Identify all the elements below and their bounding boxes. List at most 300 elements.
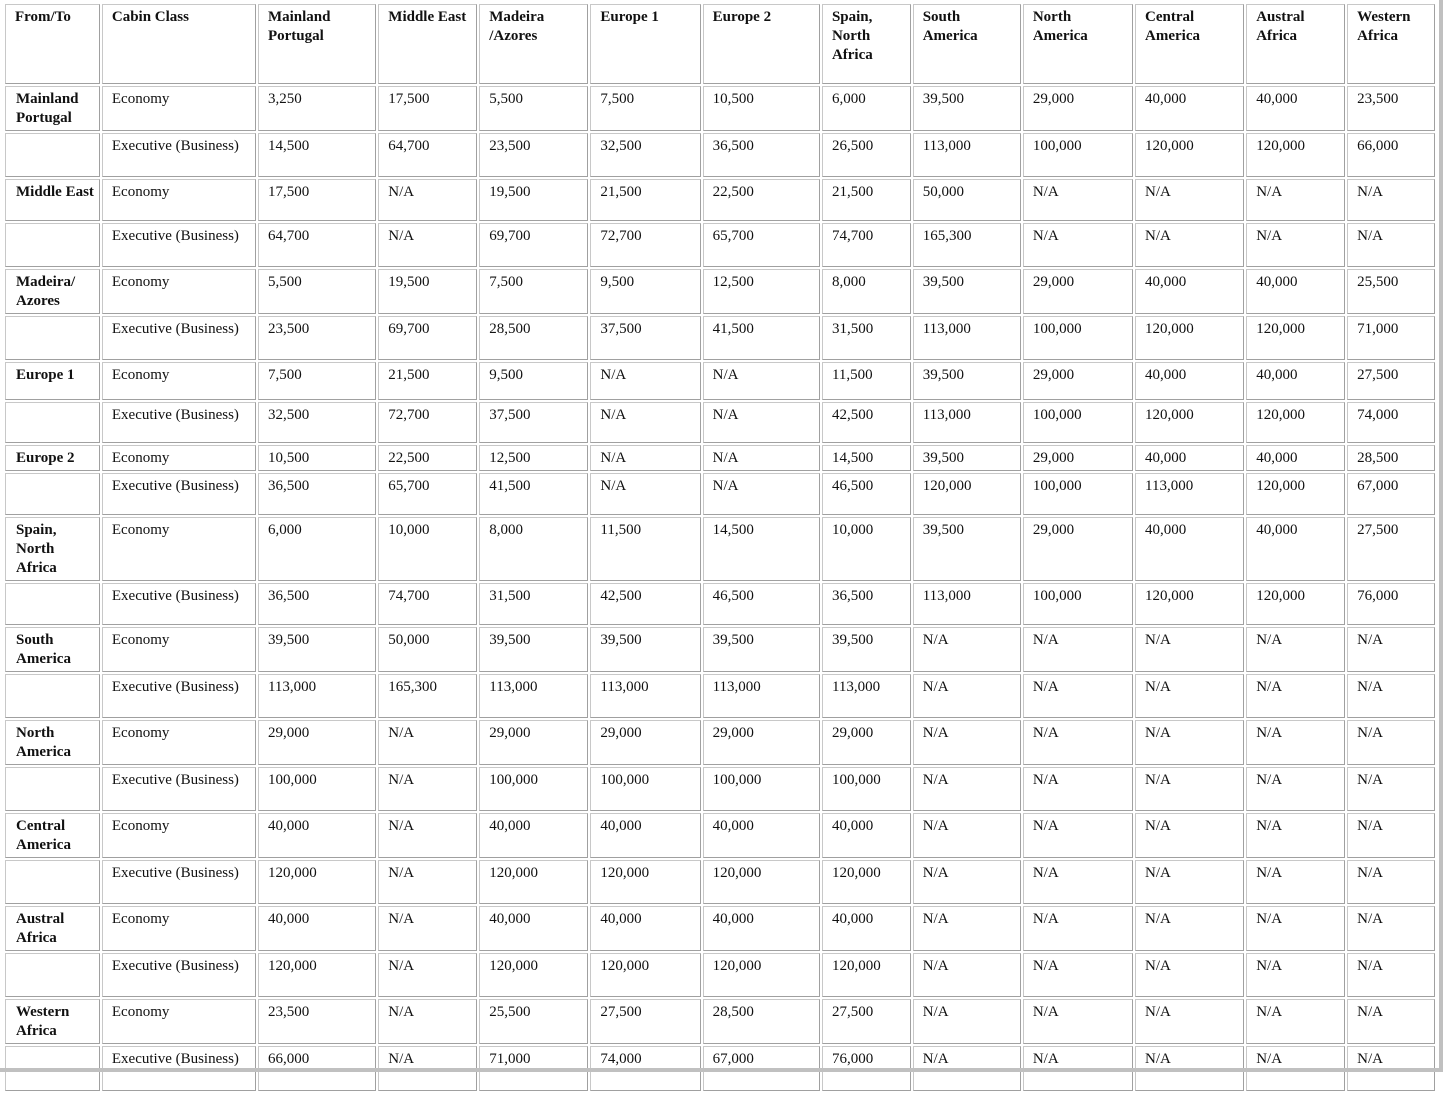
miles-cell-western-africa: N/A	[1347, 1046, 1435, 1091]
table-row	[5, 517, 1435, 581]
miles-cell-spain-north-africa: 76,000	[822, 1046, 911, 1091]
miles-cell-madeira-azores: 19,500	[479, 179, 588, 221]
miles-cell-middle-east: 17,500	[378, 86, 477, 131]
miles-cell-mainland-portugal: 23,500	[258, 316, 376, 360]
miles-cell-austral-africa: N/A	[1246, 674, 1345, 718]
miles-cell-south-america: 39,500	[913, 362, 1021, 400]
origin-region-cell	[5, 953, 100, 997]
miles-cell-madeira-azores: 120,000	[479, 860, 588, 904]
origin-region-cell: Central America	[5, 813, 100, 858]
miles-cell-spain-north-africa: 14,500	[822, 445, 911, 471]
miles-cell-middle-east: N/A	[378, 179, 477, 221]
miles-cell-middle-east: N/A	[378, 1046, 477, 1091]
miles-cell-europe-2: 14,500	[703, 517, 820, 581]
table-row	[5, 720, 1435, 765]
miles-cell-north-america: N/A	[1023, 627, 1133, 672]
award-chart-table	[3, 2, 1437, 1093]
origin-region-cell	[5, 133, 100, 177]
miles-cell-mainland-portugal: 3,250	[258, 86, 376, 131]
miles-cell-europe-2: 113,000	[703, 674, 820, 718]
miles-cell-europe-2: 41,500	[703, 316, 820, 360]
miles-cell-central-america: N/A	[1135, 1046, 1244, 1091]
column-header-mainland-portugal: Mainland Portugal	[258, 4, 376, 84]
table-body	[5, 86, 1435, 1091]
miles-cell-spain-north-africa: 11,500	[822, 362, 911, 400]
miles-cell-europe-1: N/A	[590, 473, 700, 515]
miles-cell-western-africa: 28,500	[1347, 445, 1435, 471]
miles-cell-central-america: N/A	[1135, 223, 1244, 267]
cabin-class-cell: Economy	[102, 179, 256, 221]
miles-cell-central-america: 40,000	[1135, 362, 1244, 400]
miles-cell-europe-2: 12,500	[703, 269, 820, 314]
miles-cell-south-america: N/A	[913, 813, 1021, 858]
column-header-central-america: Central America	[1135, 4, 1244, 84]
origin-region-cell: South America	[5, 627, 100, 672]
miles-cell-europe-1: 40,000	[590, 906, 700, 951]
miles-cell-madeira-azores: 71,000	[479, 1046, 588, 1091]
miles-cell-north-america: N/A	[1023, 179, 1133, 221]
origin-region-cell	[5, 402, 100, 443]
table-row	[5, 133, 1435, 177]
origin-region-cell: Spain, North Africa	[5, 517, 100, 581]
miles-cell-mainland-portugal: 113,000	[258, 674, 376, 718]
miles-cell-north-america: N/A	[1023, 767, 1133, 811]
miles-cell-western-africa: 27,500	[1347, 362, 1435, 400]
miles-cell-europe-1: 39,500	[590, 627, 700, 672]
miles-cell-south-america: N/A	[913, 627, 1021, 672]
origin-region-cell	[5, 223, 100, 267]
miles-cell-mainland-portugal: 36,500	[258, 583, 376, 625]
origin-region-cell: Europe 2	[5, 445, 100, 471]
column-header-spain-north-africa: Spain, North Africa	[822, 4, 911, 84]
table-row	[5, 906, 1435, 951]
miles-cell-europe-2: 120,000	[703, 860, 820, 904]
miles-cell-spain-north-africa: 113,000	[822, 674, 911, 718]
cabin-class-cell: Executive (Business)	[102, 402, 256, 443]
miles-cell-europe-1: 7,500	[590, 86, 700, 131]
miles-cell-spain-north-africa: 42,500	[822, 402, 911, 443]
miles-cell-europe-2: 40,000	[703, 906, 820, 951]
miles-cell-mainland-portugal: 5,500	[258, 269, 376, 314]
miles-cell-central-america: 40,000	[1135, 517, 1244, 581]
miles-cell-austral-africa: 40,000	[1246, 517, 1345, 581]
miles-cell-central-america: 120,000	[1135, 583, 1244, 625]
cabin-class-cell: Executive (Business)	[102, 674, 256, 718]
miles-cell-spain-north-africa: 74,700	[822, 223, 911, 267]
cabin-class-cell: Economy	[102, 906, 256, 951]
table-row	[5, 583, 1435, 625]
miles-cell-middle-east: 21,500	[378, 362, 477, 400]
origin-region-cell	[5, 316, 100, 360]
miles-cell-south-america: 39,500	[913, 86, 1021, 131]
miles-cell-europe-1: 11,500	[590, 517, 700, 581]
miles-cell-mainland-portugal: 40,000	[258, 906, 376, 951]
column-header-austral-africa: Austral Africa	[1246, 4, 1345, 84]
cabin-class-cell: Economy	[102, 627, 256, 672]
column-header-western-africa: Western Africa	[1347, 4, 1435, 84]
miles-cell-madeira-azores: 40,000	[479, 813, 588, 858]
page-border-right	[1439, 0, 1443, 1072]
miles-cell-mainland-portugal: 23,500	[258, 999, 376, 1044]
miles-cell-middle-east: 72,700	[378, 402, 477, 443]
miles-cell-north-america: 29,000	[1023, 269, 1133, 314]
miles-cell-western-africa: 76,000	[1347, 583, 1435, 625]
miles-cell-europe-1: N/A	[590, 402, 700, 443]
origin-region-cell: Middle East	[5, 179, 100, 221]
miles-cell-western-africa: N/A	[1347, 223, 1435, 267]
table-row	[5, 362, 1435, 400]
miles-cell-europe-2: 29,000	[703, 720, 820, 765]
miles-cell-madeira-azores: 7,500	[479, 269, 588, 314]
miles-cell-mainland-portugal: 120,000	[258, 860, 376, 904]
column-header-madeira-azores: Madeira /Azores	[479, 4, 588, 84]
miles-cell-north-america: N/A	[1023, 999, 1133, 1044]
miles-cell-mainland-portugal: 64,700	[258, 223, 376, 267]
miles-cell-austral-africa: 120,000	[1246, 473, 1345, 515]
miles-cell-spain-north-africa: 40,000	[822, 813, 911, 858]
miles-cell-south-america: N/A	[913, 999, 1021, 1044]
miles-cell-madeira-azores: 23,500	[479, 133, 588, 177]
miles-cell-mainland-portugal: 14,500	[258, 133, 376, 177]
miles-cell-mainland-portugal: 40,000	[258, 813, 376, 858]
miles-cell-spain-north-africa: 40,000	[822, 906, 911, 951]
miles-cell-central-america: N/A	[1135, 906, 1244, 951]
miles-cell-madeira-azores: 40,000	[479, 906, 588, 951]
miles-cell-western-africa: 23,500	[1347, 86, 1435, 131]
miles-cell-spain-north-africa: 36,500	[822, 583, 911, 625]
miles-cell-western-africa: N/A	[1347, 813, 1435, 858]
miles-cell-europe-1: 113,000	[590, 674, 700, 718]
table-header	[5, 4, 1435, 84]
miles-cell-spain-north-africa: 100,000	[822, 767, 911, 811]
miles-cell-spain-north-africa: 120,000	[822, 953, 911, 997]
miles-cell-middle-east: 64,700	[378, 133, 477, 177]
miles-cell-madeira-azores: 41,500	[479, 473, 588, 515]
miles-cell-europe-2: 10,500	[703, 86, 820, 131]
miles-cell-north-america: 29,000	[1023, 445, 1133, 471]
miles-cell-south-america: 50,000	[913, 179, 1021, 221]
miles-cell-central-america: N/A	[1135, 860, 1244, 904]
miles-cell-central-america: N/A	[1135, 674, 1244, 718]
miles-cell-madeira-azores: 28,500	[479, 316, 588, 360]
miles-cell-austral-africa: 40,000	[1246, 362, 1345, 400]
miles-cell-madeira-azores: 100,000	[479, 767, 588, 811]
miles-cell-western-africa: 25,500	[1347, 269, 1435, 314]
miles-cell-austral-africa: N/A	[1246, 720, 1345, 765]
miles-cell-western-africa: 66,000	[1347, 133, 1435, 177]
cabin-class-cell: Economy	[102, 720, 256, 765]
cabin-class-cell: Executive (Business)	[102, 860, 256, 904]
miles-cell-spain-north-africa: 6,000	[822, 86, 911, 131]
miles-cell-austral-africa: N/A	[1246, 627, 1345, 672]
miles-cell-madeira-azores: 37,500	[479, 402, 588, 443]
miles-cell-mainland-portugal: 100,000	[258, 767, 376, 811]
miles-cell-europe-2: 39,500	[703, 627, 820, 672]
origin-region-cell	[5, 767, 100, 811]
miles-cell-south-america: N/A	[913, 674, 1021, 718]
miles-cell-central-america: 120,000	[1135, 402, 1244, 443]
miles-cell-south-america: N/A	[913, 953, 1021, 997]
cabin-class-cell: Executive (Business)	[102, 953, 256, 997]
miles-cell-north-america: N/A	[1023, 223, 1133, 267]
miles-cell-spain-north-africa: 27,500	[822, 999, 911, 1044]
origin-region-cell: Europe 1	[5, 362, 100, 400]
miles-cell-western-africa: 27,500	[1347, 517, 1435, 581]
table-row	[5, 813, 1435, 858]
table-row	[5, 223, 1435, 267]
origin-region-cell	[5, 860, 100, 904]
cabin-class-cell: Economy	[102, 517, 256, 581]
miles-cell-south-america: N/A	[913, 1046, 1021, 1091]
miles-cell-austral-africa: 40,000	[1246, 86, 1345, 131]
miles-cell-spain-north-africa: 31,500	[822, 316, 911, 360]
miles-cell-europe-2: 100,000	[703, 767, 820, 811]
miles-cell-madeira-azores: 25,500	[479, 999, 588, 1044]
miles-cell-western-africa: N/A	[1347, 720, 1435, 765]
miles-cell-madeira-azores: 12,500	[479, 445, 588, 471]
miles-cell-spain-north-africa: 120,000	[822, 860, 911, 904]
origin-region-cell: Western Africa	[5, 999, 100, 1044]
origin-region-cell: Austral Africa	[5, 906, 100, 951]
miles-cell-mainland-portugal: 29,000	[258, 720, 376, 765]
miles-cell-europe-1: 100,000	[590, 767, 700, 811]
page-border-bottom	[0, 1068, 1443, 1072]
miles-cell-western-africa: N/A	[1347, 627, 1435, 672]
origin-region-cell	[5, 583, 100, 625]
miles-cell-middle-east: N/A	[378, 860, 477, 904]
miles-cell-north-america: 100,000	[1023, 473, 1133, 515]
miles-cell-austral-africa: N/A	[1246, 860, 1345, 904]
table-row	[5, 953, 1435, 997]
miles-cell-western-africa: 74,000	[1347, 402, 1435, 443]
miles-cell-europe-2: 40,000	[703, 813, 820, 858]
miles-cell-central-america: N/A	[1135, 179, 1244, 221]
miles-cell-north-america: N/A	[1023, 953, 1133, 997]
miles-cell-western-africa: N/A	[1347, 953, 1435, 997]
origin-region-cell: North America	[5, 720, 100, 765]
miles-cell-north-america: N/A	[1023, 860, 1133, 904]
origin-region-cell: Madeira/ Azores	[5, 269, 100, 314]
miles-cell-south-america: N/A	[913, 767, 1021, 811]
miles-cell-austral-africa: N/A	[1246, 1046, 1345, 1091]
miles-cell-austral-africa: 120,000	[1246, 133, 1345, 177]
miles-cell-mainland-portugal: 17,500	[258, 179, 376, 221]
miles-cell-austral-africa: 120,000	[1246, 583, 1345, 625]
miles-cell-europe-1: 32,500	[590, 133, 700, 177]
miles-cell-mainland-portugal: 120,000	[258, 953, 376, 997]
miles-cell-austral-africa: 120,000	[1246, 316, 1345, 360]
miles-cell-south-america: 120,000	[913, 473, 1021, 515]
miles-cell-europe-2: N/A	[703, 402, 820, 443]
miles-cell-middle-east: N/A	[378, 999, 477, 1044]
miles-cell-middle-east: N/A	[378, 953, 477, 997]
miles-cell-south-america: 39,500	[913, 269, 1021, 314]
table-row	[5, 767, 1435, 811]
miles-cell-north-america: N/A	[1023, 813, 1133, 858]
table-row	[5, 179, 1435, 221]
column-header-north-america: North America	[1023, 4, 1133, 84]
miles-cell-north-america: 100,000	[1023, 583, 1133, 625]
miles-cell-europe-1: N/A	[590, 362, 700, 400]
miles-cell-europe-1: 120,000	[590, 953, 700, 997]
cabin-class-cell: Economy	[102, 86, 256, 131]
miles-cell-europe-2: 28,500	[703, 999, 820, 1044]
miles-cell-europe-2: 22,500	[703, 179, 820, 221]
miles-cell-madeira-azores: 113,000	[479, 674, 588, 718]
cabin-class-cell: Executive (Business)	[102, 583, 256, 625]
miles-cell-western-africa: N/A	[1347, 860, 1435, 904]
miles-cell-middle-east: 165,300	[378, 674, 477, 718]
miles-cell-central-america: 40,000	[1135, 86, 1244, 131]
table-row	[5, 860, 1435, 904]
origin-region-cell	[5, 473, 100, 515]
miles-cell-central-america: 40,000	[1135, 269, 1244, 314]
table-row	[5, 627, 1435, 672]
miles-cell-central-america: N/A	[1135, 999, 1244, 1044]
miles-cell-north-america: 29,000	[1023, 517, 1133, 581]
table-row	[5, 402, 1435, 443]
miles-cell-madeira-azores: 39,500	[479, 627, 588, 672]
miles-cell-western-africa: N/A	[1347, 999, 1435, 1044]
cabin-class-cell: Economy	[102, 445, 256, 471]
miles-cell-western-africa: N/A	[1347, 906, 1435, 951]
column-header-europe-1: Europe 1	[590, 4, 700, 84]
miles-cell-austral-africa: N/A	[1246, 813, 1345, 858]
miles-cell-middle-east: 10,000	[378, 517, 477, 581]
miles-cell-middle-east: 22,500	[378, 445, 477, 471]
miles-cell-mainland-portugal: 10,500	[258, 445, 376, 471]
miles-cell-madeira-azores: 69,700	[479, 223, 588, 267]
column-header-europe-2: Europe 2	[703, 4, 820, 84]
miles-cell-central-america: 120,000	[1135, 316, 1244, 360]
miles-cell-south-america: N/A	[913, 906, 1021, 951]
miles-cell-south-america: 39,500	[913, 517, 1021, 581]
miles-cell-madeira-azores: 120,000	[479, 953, 588, 997]
miles-cell-north-america: N/A	[1023, 906, 1133, 951]
miles-cell-europe-1: 74,000	[590, 1046, 700, 1091]
table-row	[5, 86, 1435, 131]
cabin-class-cell: Executive (Business)	[102, 767, 256, 811]
cabin-class-cell: Executive (Business)	[102, 223, 256, 267]
miles-cell-north-america: 100,000	[1023, 402, 1133, 443]
miles-cell-south-america: 113,000	[913, 583, 1021, 625]
miles-cell-central-america: N/A	[1135, 627, 1244, 672]
miles-cell-austral-africa: N/A	[1246, 999, 1345, 1044]
miles-cell-europe-2: 65,700	[703, 223, 820, 267]
miles-cell-spain-north-africa: 26,500	[822, 133, 911, 177]
miles-cell-south-america: 113,000	[913, 316, 1021, 360]
miles-cell-spain-north-africa: 39,500	[822, 627, 911, 672]
miles-cell-europe-2: N/A	[703, 362, 820, 400]
miles-cell-europe-1: 72,700	[590, 223, 700, 267]
miles-cell-europe-1: 21,500	[590, 179, 700, 221]
miles-cell-north-america: 29,000	[1023, 362, 1133, 400]
miles-cell-central-america: N/A	[1135, 767, 1244, 811]
miles-cell-south-america: 113,000	[913, 133, 1021, 177]
miles-cell-austral-africa: N/A	[1246, 906, 1345, 951]
column-header-middle-east: Middle East	[378, 4, 477, 84]
miles-cell-central-america: 40,000	[1135, 445, 1244, 471]
table-row	[5, 674, 1435, 718]
miles-cell-madeira-azores: 5,500	[479, 86, 588, 131]
cabin-class-cell: Economy	[102, 269, 256, 314]
miles-cell-north-america: 100,000	[1023, 133, 1133, 177]
cabin-class-cell: Executive (Business)	[102, 1046, 256, 1091]
table-row	[5, 473, 1435, 515]
miles-cell-europe-2: 120,000	[703, 953, 820, 997]
miles-cell-middle-east: 50,000	[378, 627, 477, 672]
column-header-cabin-class: Cabin Class	[102, 4, 256, 84]
miles-cell-spain-north-africa: 29,000	[822, 720, 911, 765]
cabin-class-cell: Economy	[102, 813, 256, 858]
miles-cell-spain-north-africa: 21,500	[822, 179, 911, 221]
miles-cell-north-america: 29,000	[1023, 86, 1133, 131]
miles-cell-middle-east: N/A	[378, 813, 477, 858]
miles-cell-middle-east: N/A	[378, 223, 477, 267]
table-row	[5, 269, 1435, 314]
miles-cell-north-america: N/A	[1023, 720, 1133, 765]
miles-cell-middle-east: N/A	[378, 720, 477, 765]
cabin-class-cell: Executive (Business)	[102, 473, 256, 515]
miles-cell-mainland-portugal: 6,000	[258, 517, 376, 581]
miles-cell-austral-africa: N/A	[1246, 953, 1345, 997]
miles-cell-middle-east: N/A	[378, 906, 477, 951]
miles-cell-mainland-portugal: 7,500	[258, 362, 376, 400]
miles-cell-western-africa: 67,000	[1347, 473, 1435, 515]
miles-cell-north-america: N/A	[1023, 1046, 1133, 1091]
miles-cell-central-america: 120,000	[1135, 133, 1244, 177]
miles-cell-south-america: 165,300	[913, 223, 1021, 267]
miles-cell-mainland-portugal: 36,500	[258, 473, 376, 515]
miles-cell-central-america: N/A	[1135, 720, 1244, 765]
miles-cell-europe-2: 36,500	[703, 133, 820, 177]
miles-cell-spain-north-africa: 10,000	[822, 517, 911, 581]
miles-cell-north-america: N/A	[1023, 674, 1133, 718]
miles-cell-mainland-portugal: 39,500	[258, 627, 376, 672]
miles-cell-south-america: N/A	[913, 720, 1021, 765]
miles-cell-europe-1: 42,500	[590, 583, 700, 625]
origin-region-cell: Mainland Portugal	[5, 86, 100, 131]
miles-cell-europe-1: 9,500	[590, 269, 700, 314]
miles-cell-middle-east: 19,500	[378, 269, 477, 314]
miles-cell-austral-africa: 40,000	[1246, 269, 1345, 314]
miles-cell-spain-north-africa: 8,000	[822, 269, 911, 314]
miles-cell-middle-east: 69,700	[378, 316, 477, 360]
miles-cell-europe-2: N/A	[703, 445, 820, 471]
miles-cell-spain-north-africa: 46,500	[822, 473, 911, 515]
miles-cell-europe-1: 120,000	[590, 860, 700, 904]
miles-cell-europe-1: N/A	[590, 445, 700, 471]
table-row	[5, 316, 1435, 360]
miles-cell-central-america: 113,000	[1135, 473, 1244, 515]
miles-cell-middle-east: 65,700	[378, 473, 477, 515]
column-header-from-to: From/To	[5, 4, 100, 84]
table-row	[5, 445, 1435, 471]
miles-cell-europe-2: 46,500	[703, 583, 820, 625]
miles-cell-north-america: 100,000	[1023, 316, 1133, 360]
column-header-south-america: South America	[913, 4, 1021, 84]
origin-region-cell	[5, 674, 100, 718]
miles-cell-south-america: N/A	[913, 860, 1021, 904]
miles-cell-western-africa: N/A	[1347, 674, 1435, 718]
miles-cell-western-africa: N/A	[1347, 767, 1435, 811]
miles-cell-europe-2: 67,000	[703, 1046, 820, 1091]
miles-cell-western-africa: 71,000	[1347, 316, 1435, 360]
miles-cell-south-america: 113,000	[913, 402, 1021, 443]
miles-cell-austral-africa: 40,000	[1246, 445, 1345, 471]
miles-cell-middle-east: 74,700	[378, 583, 477, 625]
miles-cell-middle-east: N/A	[378, 767, 477, 811]
